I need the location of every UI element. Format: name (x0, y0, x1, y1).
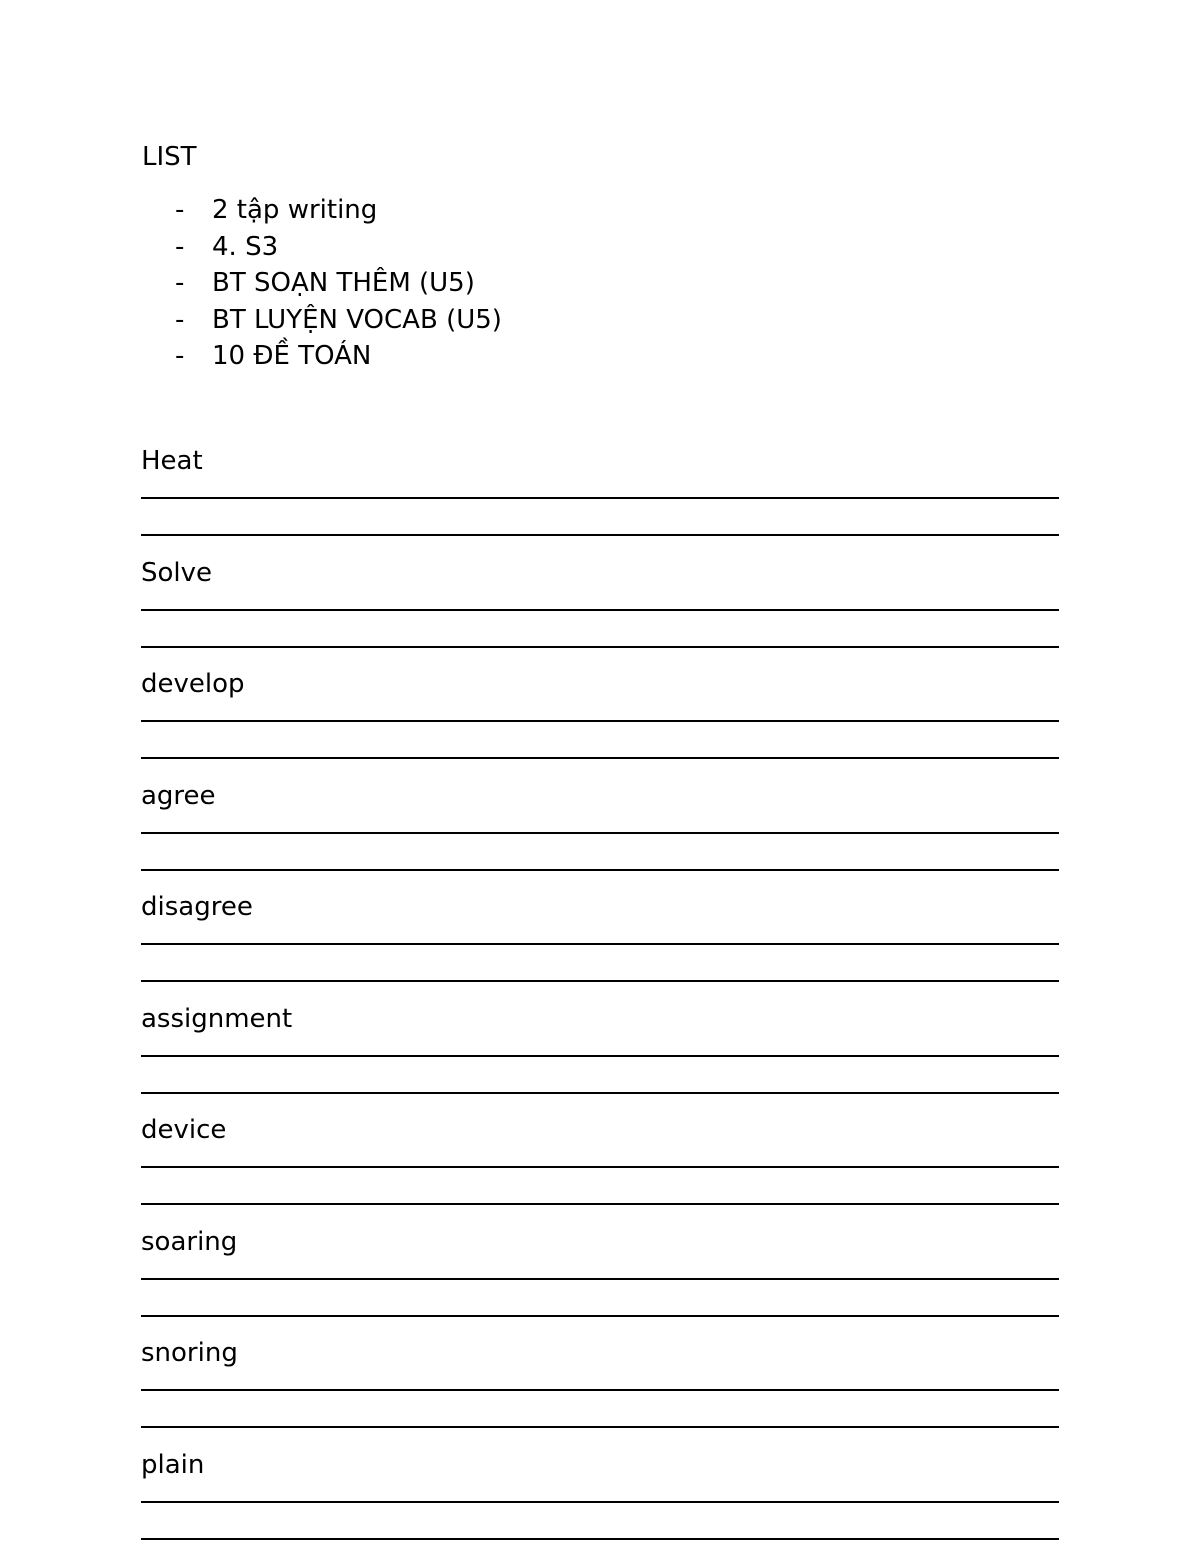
writing-line (141, 1501, 1059, 1503)
dash-bullet: - (175, 195, 185, 225)
vocab-entry (141, 1337, 1059, 1437)
vocab-entry (141, 1226, 1059, 1326)
vocab-word: Solve (141, 557, 213, 588)
writing-line (141, 757, 1059, 759)
writing-line (141, 1055, 1059, 1057)
todo-item-text: 2 tập writing (212, 195, 378, 225)
vocab-entry (141, 668, 1059, 768)
vocab-entry (141, 445, 1059, 545)
todo-item-text: BT SOẠN THÊM (U5) (212, 268, 475, 299)
dash-bullet: - (175, 341, 185, 372)
writing-line (141, 1166, 1059, 1168)
vocab-word: plain (141, 1449, 205, 1480)
list-title: LIST (142, 142, 197, 172)
writing-line (141, 609, 1059, 611)
vocab-word: agree (141, 780, 216, 811)
vocab-entry (141, 1003, 1059, 1103)
dash-bullet: - (175, 268, 185, 299)
vocab-entry (141, 1114, 1059, 1214)
todo-item-text: BT LUYỆN VOCAB (U5) (212, 304, 502, 335)
writing-line (141, 1203, 1059, 1205)
writing-line (141, 1538, 1059, 1540)
writing-line (141, 869, 1059, 871)
dash-bullet: - (175, 304, 185, 335)
todo-item-text: 4. S3 (212, 231, 279, 262)
vocab-word: disagree (141, 892, 253, 922)
writing-line (141, 1426, 1059, 1428)
vocab-word: device (141, 1115, 227, 1145)
vocab-entry (141, 557, 1059, 657)
writing-line (141, 943, 1059, 945)
writing-line (141, 1315, 1059, 1317)
vocab-word: snoring (141, 1338, 238, 1368)
vocab-entry (141, 1449, 1059, 1549)
todo-item-text: 10 ĐỀ TOÁN (212, 341, 372, 372)
vocab-word: Heat (141, 446, 203, 476)
vocab-entry (141, 891, 1059, 991)
writing-line (141, 646, 1059, 648)
writing-line (141, 497, 1059, 499)
writing-line (141, 1092, 1059, 1094)
vocab-word: soaring (141, 1226, 238, 1257)
vocab-entry (141, 780, 1059, 880)
vocab-word: assignment (141, 1003, 293, 1034)
writing-line (141, 1389, 1059, 1391)
writing-line (141, 534, 1059, 536)
vocab-word: develop (141, 669, 245, 699)
writing-line (141, 980, 1059, 982)
writing-line (141, 720, 1059, 722)
dash-bullet: - (175, 231, 185, 262)
writing-line (141, 832, 1059, 834)
writing-line (141, 1278, 1059, 1280)
